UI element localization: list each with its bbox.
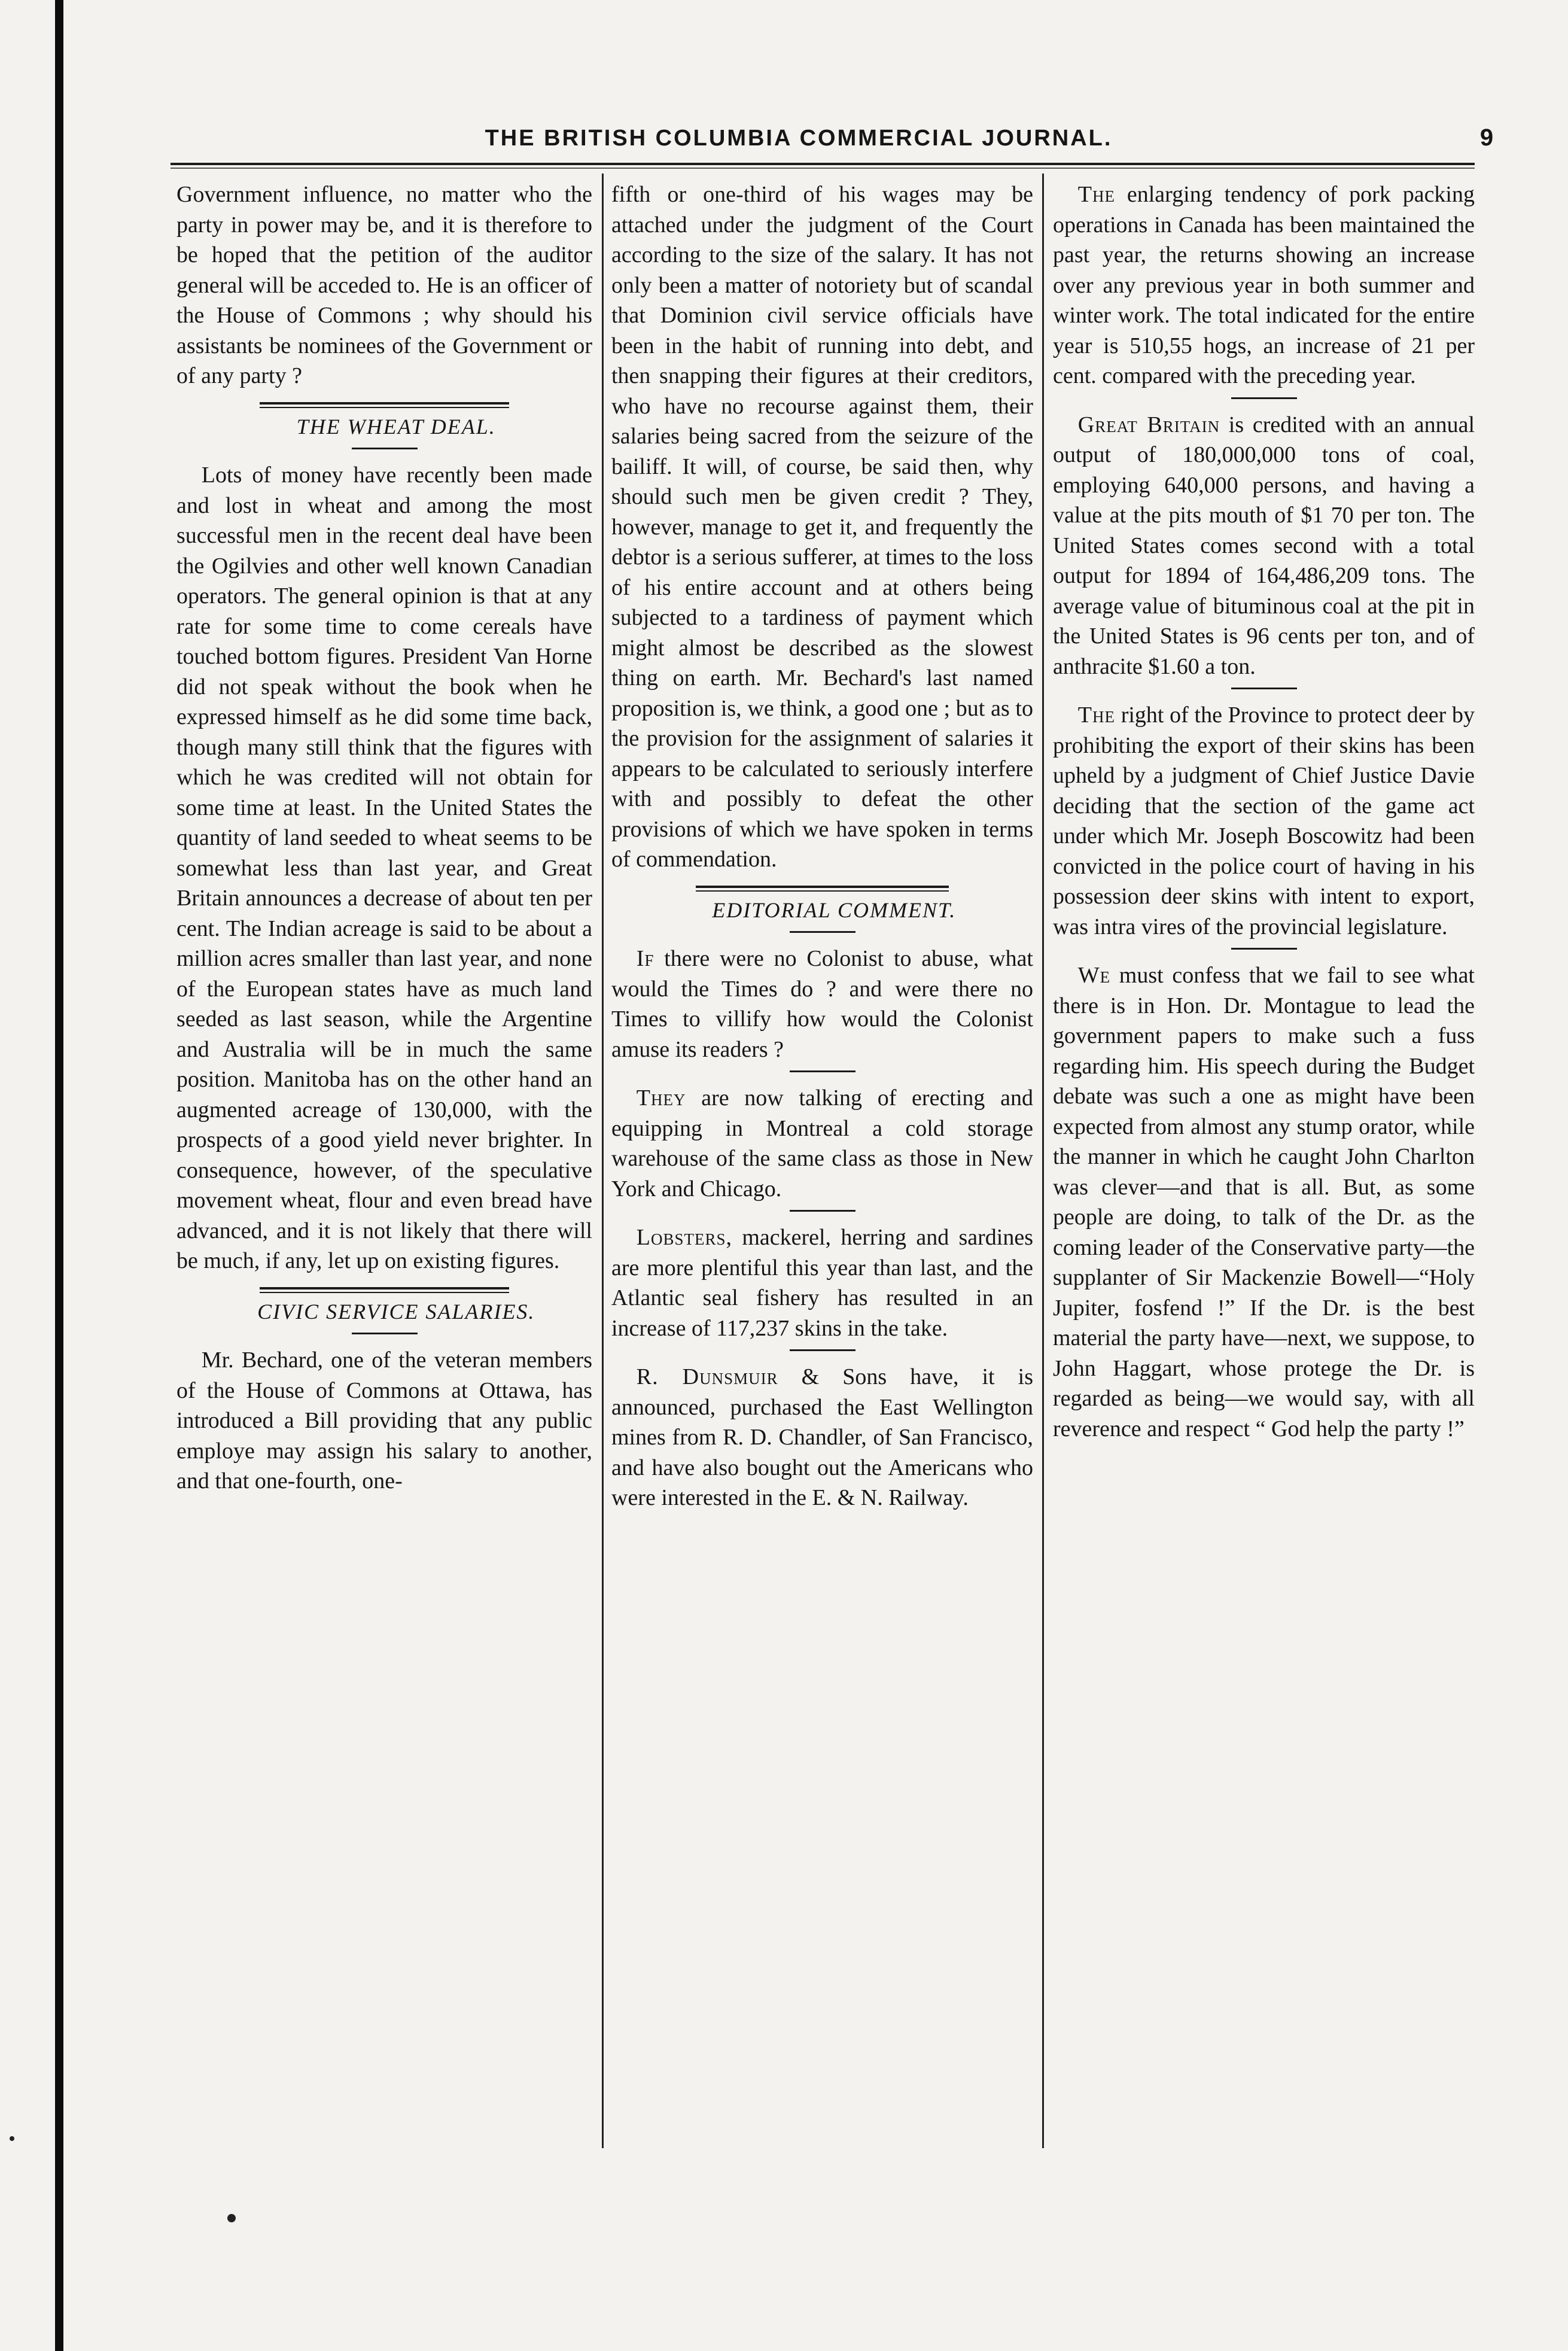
paragraph-text: must confess that we fail to see what there is in Hon. Dr. Montague to lead the government papers to make such a fuss regarding him. His speech during the Budget debate was such a one as might have been expected from almost any stump orator, while the manner in which he caught John Charlton was clever—and that is all. But, as some people are doing, to talk of the Dr. as the coming leader of the Conservative party—the supplanter of Sir Mackenzie Bowell—“Holy Jupiter, fosfend !” If the Dr. is the best material the party have—next, we suppose, to John Haggart, whose protege the Dr. is regarded as being—we would say, with all reverence and respect “ God help the party !” [1053, 963, 1475, 1441]
binding-edge [55, 0, 63, 2351]
paragraph-wheat: Lots of money have recently been made and lost in wheat and among the most successful men in the recent deal have been the Ogilvies and other well known Canadian operators. The general opinion is that at any rate for some time to come cereals have touched bottom figures. President Van Horne did not speak without the book when he expressed himself as he did some time back, though many still think that the figures with which he was credited will not obtain for some time at least. In the United States the quantity of land seeded to wheat seems to be somewhat less than last year, and Great Britain announces a decrease of about ten per cent. The Indian acreage is said to be about a million acres smaller than last year, and none of the European states have as much land seeded as last season, while the Argentine and Australia will be in much the same position. Manitoba has on the other hand an augmented acreage of 130,000, with the prospects of a good yield never brighter. In consequence, however, of the speculative movement wheat, flour and even bread have advanced, and it is not likely that there will be much, if any, let up on existing figures. [176, 463, 592, 1273]
short-rule [790, 1070, 855, 1072]
paragraph-auditor: Government influence, no matter who the party in power may be, and it is therefore to be hoped that the petition of the auditor general will be acceded to. He is an officer of the House of Commons ; why should his assistants be nominees of the Government or of any party ? [176, 182, 592, 388]
heading-wheat-deal: THE WHEAT DEAL. [296, 414, 496, 439]
paragraph-coal [1053, 410, 1475, 682]
print-speck [10, 2136, 14, 2141]
lead-word: Lobsters, [636, 1225, 733, 1250]
paragraph-deer [1053, 700, 1475, 942]
lead-word: We [1077, 963, 1111, 988]
paragraph-lobsters [611, 1222, 1033, 1343]
lead-word: The [1077, 182, 1115, 207]
heading-civic-service: CIVIC SERVICE SALARIES. [257, 1299, 535, 1324]
header-rule [170, 163, 1475, 165]
short-rule [790, 1210, 855, 1212]
paragraph-dunsmuir [611, 1362, 1033, 1513]
short-rule [790, 1349, 855, 1351]
paragraph-pork [1053, 180, 1475, 391]
section-divider [260, 402, 509, 408]
paragraph-text: is credited with an annual output of 180,000,000 tons of coal, employing 640,000 persons, and having a value at the pits mouth of $1 70 per ton. The United States comes second with a total output for 1894 of 164,486,209 tons. The average value of bituminous coal at the pit in the United States is 96 cents per ton, and of anthracite $1.60 a ton. [1053, 412, 1475, 679]
column-1 [176, 180, 592, 1497]
section-divider [260, 1287, 509, 1293]
short-rule [352, 1333, 418, 1334]
paragraph-bechard: Mr. Bechard, one of the veteran members of the House of Commons at Ottawa, has introduced a Bill providing that any public employe may assign his salary to another, and that one-fourth, one- [176, 1348, 592, 1494]
paragraph-text: are now talking of erecting and equipping in Montreal a cold storage warehouse of the same class as those in New York and Chicago. [611, 1085, 1033, 1202]
page-number: 9 [1479, 124, 1494, 151]
heading-editorial-comment: EDITORIAL COMMENT. [712, 898, 957, 922]
paragraph-text: there were no Colonist to abuse, what would the Times do ? and were there no Times to villify how would the Colonist amuse its readers ? [611, 946, 1033, 1062]
page-header [168, 126, 1543, 168]
paragraph-salaries: fifth or one-third of his wages may be attached under the judgment of the Court according to the size of the salary. It has not only been a matter of notoriety but of scandal that Dominion civil service officials have been in the habit of running into debt, and then snapping their figures at their creditors, who have no recourse against them, their salaries being sacred from the seizure of the bailiff. It will, of course, be said then, why should such men be given credit ? They, however, manage to get it, and frequently the debtor is a serious sufferer, at times to the loss of his entire account and at others being subjected to a tardiness of payment which might almost be described as the slowest thing on earth. Mr. Bechard's last named proposition is, we think, a good one ; but as to the provision for the assignment of salaries it appears to be calculated to seriously interfere with and possibly to defeat the other provisions of which we have spoken in terms of commendation. [611, 182, 1033, 872]
short-rule [1231, 948, 1297, 950]
paragraph-text: enlarging tendency of pork packing operations in Canada has been maintained the past year, the returns showing an increase over any previous year in both summer and winter work. The total indicated for the entire year is 510,55 hogs, an increase of 21 per cent. compared with the preceding year. [1053, 182, 1475, 388]
paragraph-text: right of the Province to protect deer by prohibiting the export of their skins has been upheld by a judgment of Chief Justice Davie deciding that the section of the game act under which Mr. Joseph Boscowitz had been convicted in the police court of having in his possession deer skins with intent to export, was intra vires of the provincial legislature. [1053, 702, 1475, 939]
paragraph-cold-storage [611, 1083, 1033, 1204]
section-divider [696, 886, 949, 892]
paragraph-colonist [611, 944, 1033, 1065]
lead-word: If [636, 946, 654, 971]
short-rule [790, 931, 855, 933]
lead-word: R. Dunsmuir [636, 1364, 778, 1389]
lead-word: Great Britain [1077, 412, 1220, 437]
short-rule [1231, 688, 1297, 689]
lead-word: The [1077, 702, 1115, 728]
print-speck [227, 2214, 236, 2222]
header-rule-thin [170, 168, 1475, 169]
short-rule [1231, 397, 1297, 399]
paragraph-text: & Sons have, it is announced, purchased the East Wellington mines from R. D. Chandler, of San Francisco, and have also bought out the Americans who were interested in the E. & N. Railway. [611, 1364, 1033, 1510]
short-rule [352, 448, 418, 449]
column-rule-2 [1042, 174, 1044, 2148]
paragraph-text: mackerel, herring and sardines are more plentiful this year than last, and the Atlantic seal fishery has resulted in an increase of 117,237 skins in the take. [611, 1225, 1033, 1341]
running-head: THE BRITISH COLUMBIA COMMERCIAL JOURNAL. [485, 126, 1113, 151]
column-rule-1 [602, 174, 604, 2148]
column-3 [1053, 180, 1475, 1444]
lead-word: They [636, 1085, 686, 1111]
column-2 [611, 180, 1033, 1513]
paragraph-montague [1053, 960, 1475, 1444]
